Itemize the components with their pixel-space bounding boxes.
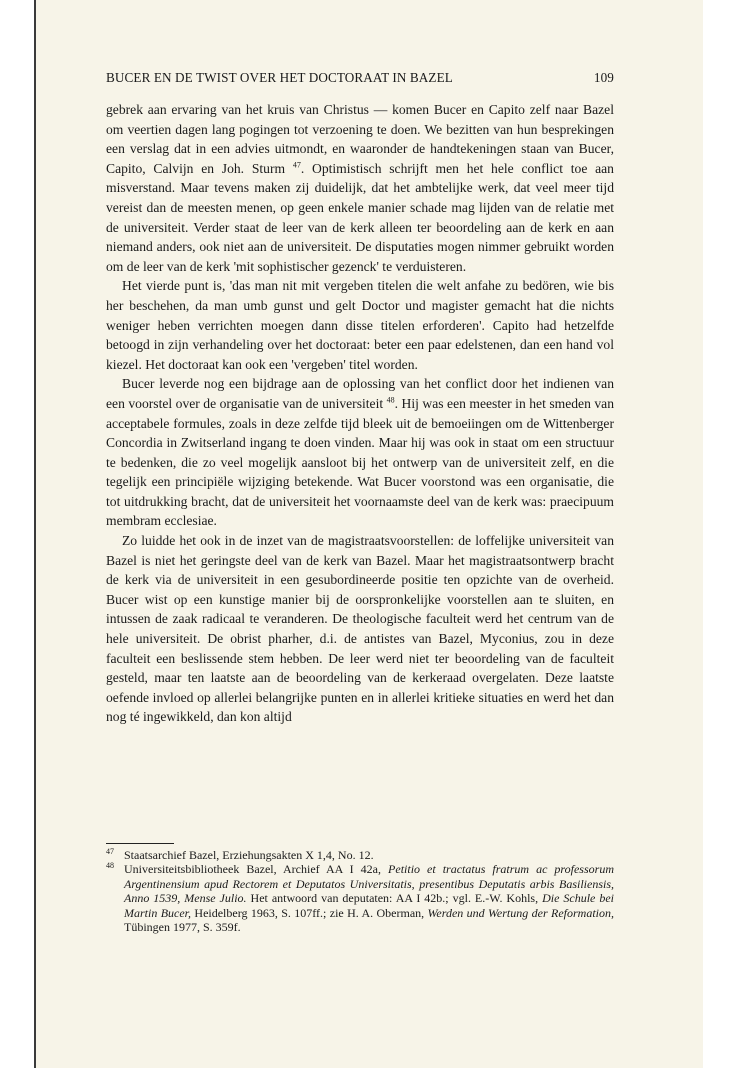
paragraph-1-text-b: . Optimistisch schrijft men het hele conflict toe aan misverstand. Maar tevens maken zij duidelijk, dat het ambtelijke werk, dat veel meer tijd vereist dan de meesten menen, op geen enkele manier schade mag lijden van de relatie met de universiteit. Verder staat de leer van de kerk alleen ter beoordeling aan de kerk en aan niemand anders, ook niet aan de universiteit. De disputaties mogen nimmer gebruikt worden om de leer van de kerk 'mit sophistischer gezenck' te verduisteren. (106, 160, 614, 274)
paragraph-4: Zo luidde het ook in de inzet van de magistraatsvoorstellen: de loffelijke universiteit van Bazel is niet het geringste deel van de kerk van Bazel. Maar het magistraatsontwerp bracht de kerk via de universiteit in een gesubordineerde positie ten opzichte van de overheid. Bucer wist op een kunstige manier bij de oorspronkelijke voorstellen aan te sluiten, en intussen de zaak radicaal te veranderen. De theologische faculteit werd het centrum van de hele universiteit. De obrist pharher, d.i. de antistes van Bazel, Myconius, zou in deze faculteit een beslissende stem hebben. De leer werd niet ter beoordeling van de faculteit gesteld, maar ten laatste aan de beoordeling van de kerkeraad overgelaten. Deze laatste oefende invloed op allerlei belangrijke punten en in allerlei kritieke situaties en werd het dan nog té ingewikkeld, dan kon altijd (106, 533, 614, 725)
footnote-47 (106, 848, 614, 862)
running-header (106, 70, 614, 86)
paragraph-1-text-a: gebrek aan ervaring van het kruis van Christus — komen Bucer en Capito zelf naar Bazel om veertien dagen lang pogingen tot verzoening te doen. We bezitten van hun besprekingen een verslag dat in een advies uitmondt, en waaronder de handtekeningen staan van Bucer, Capito, Calvijn en Joh. Sturm (106, 102, 614, 176)
footnote-ref-47: 47 (292, 160, 301, 170)
footnote-rule (106, 843, 174, 844)
page-number: 109 (593, 70, 614, 85)
body-text (106, 100, 614, 727)
footnote-ref-48: 48 (386, 395, 395, 405)
paragraph-1 (106, 100, 614, 276)
footnote-47-text: Staatsarchief Bazel, Erziehungsakten X 1,4, No. 12. (124, 848, 374, 862)
running-title: BUCER EN DE TWIST OVER HET DOCTORAAT IN BAZEL (106, 70, 453, 85)
paragraph-3 (106, 374, 614, 531)
paragraph-3-text-b: . Hij was een meester in het smeden van acceptabele formules, zoals in deze zelfde tijd bleek uit de bemoeiingen om de Wittenberger Concordia in Zwitserland ingang te doen vinden. Maar hij was ook in staat om een structuur te bedenken, die zo veel mogelijk aansloot bij het ontwerp van de universiteit zelf, en die tegelijk een principiële wijziging betekende. Wat Bucer voorstond was een organisatie, die tot uitdrukking bracht, dat de universiteit het voornaamste deel van de kerk was: praecipuum membram ecclesiae. (106, 395, 614, 529)
paragraph-2: Het vierde punt is, 'das man nit mit vergeben titelen die welt anfahe zu bedören, wie bis her beschehen, da man umb gunst und gelt Doctor und magister gemacht hat die nichts weniger heben verrichten moegen dann disse titelen erforderen'. Capito had hetzelfde betoogd in zijn verhandeling over het doctoraat: beter een paar edelstenen, dan een hand vol kiezel. Het doctoraat kan ook een 'vergeben' titel worden. (106, 278, 614, 372)
paragraph-3-text-a: Bucer leverde nog een bijdrage aan de oplossing van het conflict door het indienen van een voorstel over de organisatie van de universiteit (106, 376, 614, 411)
footnotes (106, 848, 614, 934)
footnote-48 (106, 862, 614, 934)
footnote-number-47: 47 (106, 847, 114, 856)
footnote-48-text: Universiteitsbibliotheek Bazel, Archief AA I 42a, Petitio et tractatus fratrum ac professorum Argentinensium apud Rectorem et Deputatos Universitatis, presentibus Deputatis arbis Basiliensis, Anno 1539, Mense Julio. Het antwoord van deputaten: AA I 42b.; vgl. E.-W. Kohls, Die Schule bei Martin Bucer, Heidelberg 1963, S. 107ff.; zie H. A. Oberman, Werden und Wertung der Reformation, Tübingen 1977, S. 359f. (124, 862, 614, 935)
footnote-number-48: 48 (106, 861, 114, 871)
